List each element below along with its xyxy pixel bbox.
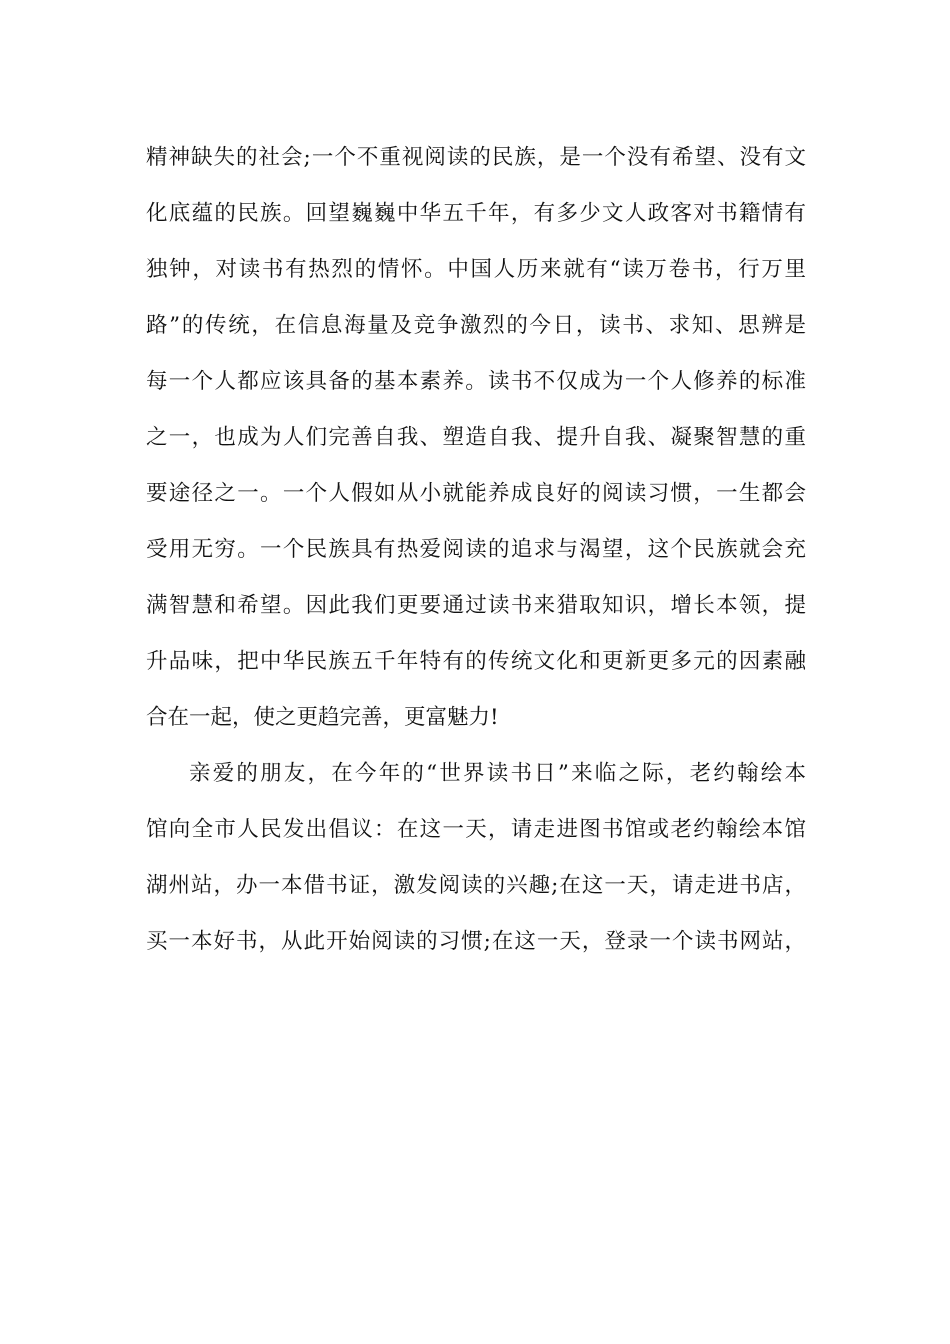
text-line: 受用无穷。一个民族具有热爱阅读的追求与渴望，这个民族就会充 [146, 537, 806, 562]
text-line-paragraph-end: 合在一起，使之更趋完善，更富魅力! [146, 705, 499, 730]
text-line: 独钟，对读书有热烈的情怀。中国人历来就有“读万卷书，行万里 [146, 257, 806, 282]
text-line: 湖州站，办一本借书证，激发阅读的兴趣;在这一天，请走进书店， [146, 873, 806, 898]
text-line: 精神缺失的社会;一个不重视阅读的民族，是一个没有希望、没有文 [146, 145, 806, 170]
text-line: 要途径之一。一个人假如从小就能养成良好的阅读习惯，一生都会 [146, 481, 806, 506]
text-line: 路”的传统，在信息海量及竞争激烈的今日，读书、求知、思辨是 [146, 313, 806, 338]
text-line: 每一个人都应该具备的基本素养。读书不仅成为一个人修养的标准 [146, 369, 806, 394]
text-line: 馆向全市人民发出倡议：在这一天，请走进图书馆或老约翰绘本馆 [146, 817, 806, 842]
text-line: 升品味，把中华民族五千年特有的传统文化和更新更多元的因素融 [146, 649, 806, 674]
text-line: 之一，也成为人们完善自我、塑造自我、提升自我、凝聚智慧的重 [146, 425, 806, 450]
text-line: 满智慧和希望。因此我们更要通过读书来猎取知识，增长本领，提 [146, 593, 806, 618]
text-line: 化底蕴的民族。回望巍巍中华五千年，有多少文人政客对书籍情有 [146, 201, 806, 226]
body-text [146, 130, 806, 970]
text-line-paragraph-start: 亲爱的朋友，在今年的“世界读书日”来临之际，老约翰绘本 [189, 761, 806, 786]
text-line: 买一本好书，从此开始阅读的习惯;在这一天，登录一个读书网站， [146, 929, 806, 954]
